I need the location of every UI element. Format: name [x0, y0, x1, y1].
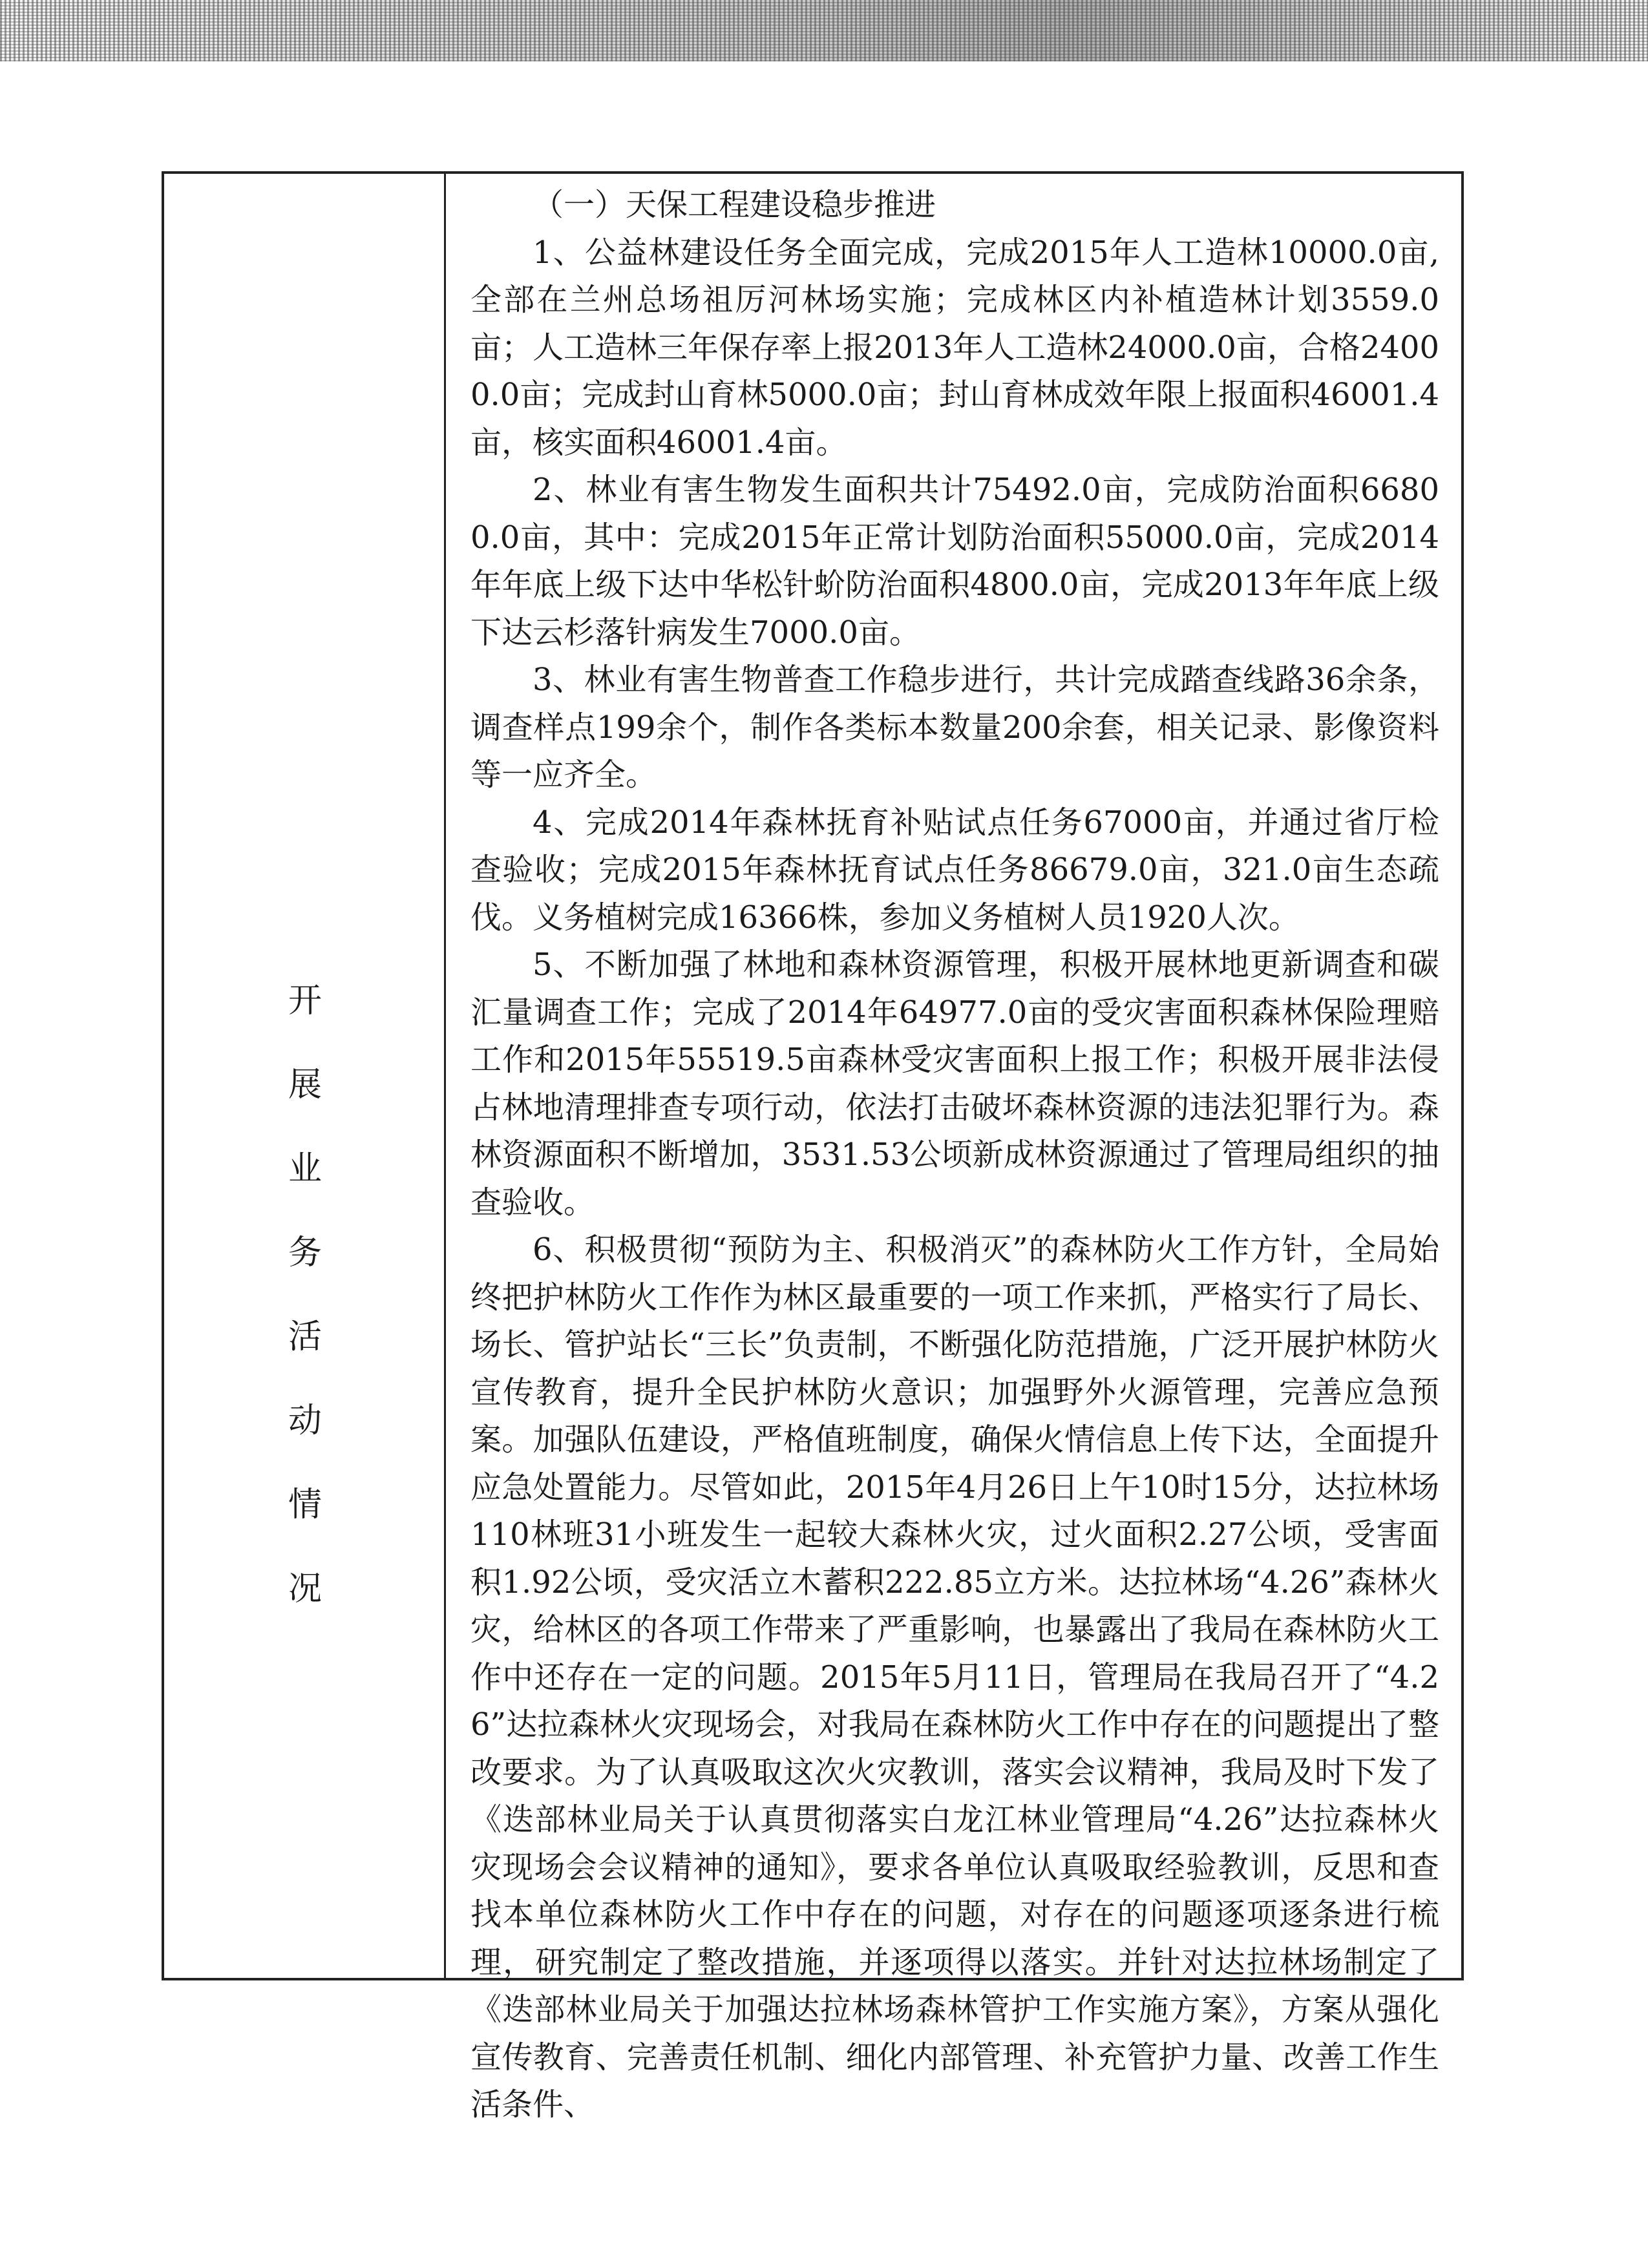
scan-edge-noise: [0, 0, 1648, 61]
label-char: 况: [288, 1570, 322, 1608]
paragraph-2: 2、林业有害生物发生面积共计75492.0亩，完成防治面积66800.0亩，其中：完成2015年正常计划防治面积55000.0亩，完成2014年年底上级下达中华松针蚧防治面积4800.0亩，完成2013年年底上级下达云杉落针病发生7000.0亩。: [470, 472, 1439, 651]
paragraph-4: 4、完成2014年森林抚育补贴试点任务67000亩，并通过省厅检查验收；完成2015年森林抚育试点任务86679.0亩，321.0亩生态疏伐。义务植树完成16366株，参加义务植树人员1920人次。: [470, 804, 1439, 936]
paragraph-5: 5、不断加强了林地和森林资源管理，积极开展林地更新调查和碳汇量调查工作；完成了2014年64977.0亩的受灾害面积森林保险理赔工作和2015年55519.5亩森林受灾害面积上报工作；积极开展非法侵占林地清理排查专项行动，依法打击破坏森林资源的违法犯罪行为。森林资源面积不断增加，3531.53公顷新成林资源通过了管理局组织的抽查验收。: [470, 947, 1439, 1221]
label-char: 开: [288, 982, 322, 1020]
label-char: 动: [288, 1402, 322, 1440]
paragraph-3: 3、林业有害生物普查工作稳步进行，共计完成踏查线路36余条，调查样点199余个，制作各类标本数量200余套，相关记录、影像资料等一应齐全。: [470, 662, 1439, 793]
paragraph-1: 1、公益林建设任务全面完成，完成2015年人工造林10000.0亩,全部在兰州总场祖厉河林场实施；完成林区内补植造林计划3559.0亩；人工造林三年保存率上报2013年人工造林24000.0亩，合格24000.0亩；完成封山育林5000.0亩；封山育林成效年限上报面积46001.4亩，核实面积46001.4亩。: [470, 234, 1439, 461]
label-char: 展: [288, 1066, 322, 1104]
label-char: 务: [288, 1234, 322, 1272]
content-cell: [449, 174, 1461, 2123]
label-char: 业: [288, 1150, 322, 1188]
row-label-text: [164, 959, 446, 1631]
section-heading: （一）天保工程建设稳步推进: [533, 187, 936, 223]
label-char: 活: [288, 1318, 322, 1356]
label-char: 情: [288, 1486, 322, 1524]
row-label-cell: [164, 174, 446, 1978]
paragraph-6: 6、积极贯彻“预防为主、积极消灭”的森林防火工作方针，全局始终把护林防火工作作为林区最重要的一项工作来抓，严格实行了局长、场长、管护站长“三长”负责制，不断强化防范措施，广泛开展护林防火宣传教育，提升全民护林防火意识；加强野外火源管理，完善应急预案。加强队伍建设，严格值班制度，确保火情信息上传下达，全面提升应急处置能力。尽管如此，2015年4月26日上午10时15分，达拉林场110林班31小班发生一起较大森林火灾，过火面积2.27公顷，受害面积1.92公顷，受灾活立木蓄积222.85立方米。达拉林场“4.26”森林火灾，给林区的各项工作带来了严重影响，也暴露出了我局在森林防火工作中还存在一定的问题。2015年5月11日，管理局在我局召开了“4.26”达拉森林火灾现场会，对我局在森林防火工作中存在的问题提出了整改要求。为了认真吸取这次火灾教训，落实会议精神，我局及时下发了《迭部林业局关于认真贯彻落实白龙江林业管理局“4.26”达拉森林火灾现场会会议精神的通知》，要求各单位认真吸取经验教训，反思和查找本单位森林防火工作中存在的问题，对存在的问题逐项逐条进行梳理，研究制定了整改措施，并逐项得以落实。并针对达拉林场制定了《迭部林业局关于加强达拉林场森林管护工作实施方案》，方案从强化宣传教育、完善责任机制、细化内部管理、补充管护力量、改善工作生活条件、: [470, 1232, 1439, 2123]
report-form-table: [162, 171, 1464, 2123]
